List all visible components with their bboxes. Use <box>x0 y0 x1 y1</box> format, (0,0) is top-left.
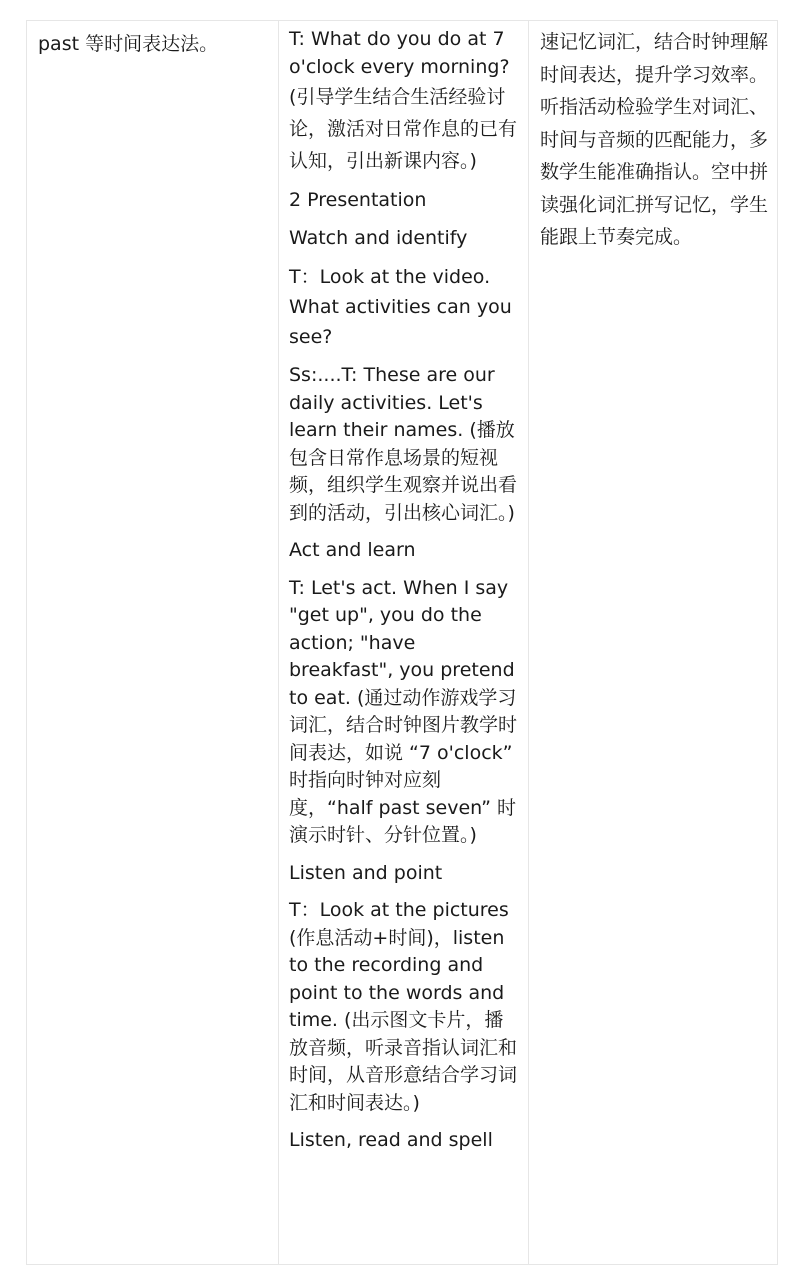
warmup-question: T: What do you do at 7 o'clock every morning? <box>289 28 510 78</box>
listen-read-spell-heading: Listen, read and spell <box>289 1129 493 1151</box>
watch-identify-heading: Watch and identify <box>289 226 468 249</box>
table-cell-objectives <box>27 21 278 1264</box>
objectives-text: past 等时间表达法。 <box>38 33 219 55</box>
act-prompt: T: Let's act. When I say "get up", you do the action; "have breakfast", you pretend to eat. <box>289 576 515 709</box>
act-note: (通过动作游戏学习词汇，结合时钟图片教学时间表达，如说 “7 o'clock” 时指向时钟对应刻度，“half past seven” 时演示时针、分针位置。) <box>289 686 518 846</box>
listen-note: (出示图文卡片，播放音频，听录音指认词汇和时间，从音形意结合学习词汇和时间表达。) <box>289 1009 518 1114</box>
warmup-note: (引导学生结合生活经验讨论，激活对日常作息的已有认知，引出新课内容。) <box>289 86 518 172</box>
watch-note: (播放包含日常作息场景的短视频，组织学生观察并说出看到的活动，引出核心词汇。) <box>289 419 518 524</box>
listen-paragraph <box>289 897 521 1117</box>
reflection-text: 速记忆词汇，结合时钟理解时间表达，提升学习效率。听指活动检验学生对词汇、时间与音频的匹配能力，多数学生能准确指认。空中拼读强化词汇拼写记忆，学生能跟上节奏完成。 <box>540 31 769 248</box>
act-paragraph <box>289 575 521 850</box>
watch-prompt: T：Look at the video. What activities can you see? <box>289 266 512 348</box>
warmup-paragraph <box>289 26 521 177</box>
section-presentation-heading: 2 Presentation <box>289 189 427 211</box>
table-cell-procedure <box>278 21 528 1264</box>
lesson-plan-table <box>26 20 778 1265</box>
table-cell-reflection <box>528 21 778 1264</box>
watch-paragraph <box>289 362 521 527</box>
act-learn-heading: Act and learn <box>289 539 416 561</box>
watch-reply: Ss:....T: These are our daily activities. Let's learn their names. <box>289 364 495 441</box>
listen-point-heading: Listen and point <box>289 861 443 884</box>
listen-prompt: T：Look at the pictures (作息活动+时间)，listen to the recording and point to the words and time. <box>289 899 509 1031</box>
